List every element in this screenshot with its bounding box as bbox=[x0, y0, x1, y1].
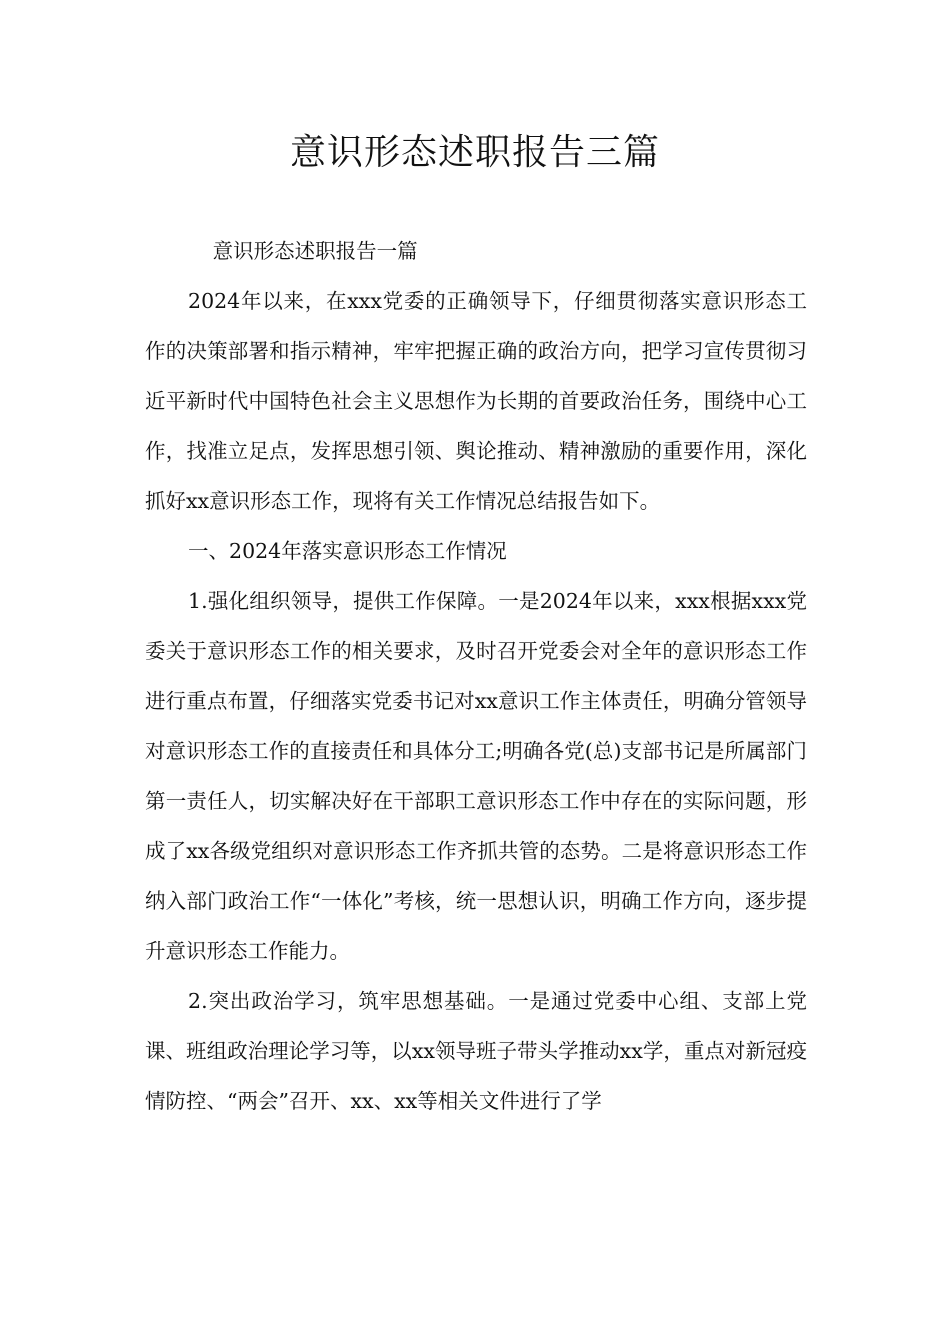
intro-paragraph: 2024年以来，在xxx党委的正确领导下，仔细贯彻落实意识形态工作的决策部署和指示精神，牢牢把握正确的政治方向，把学习宣传贯彻习近平新时代中国特色社会主义思想作为长期的首要政治任务，围绕中心工作，找准立足点，发挥思想引领、舆论推动、精神激励的重要作用，深化抓好xx意识形态工作，现将有关工作情况总结报告如下。 bbox=[145, 289, 807, 513]
document-body bbox=[145, 226, 807, 1126]
item-2-paragraph: 2.突出政治学习，筑牢思想基础。一是通过党委中心组、支部上党课、班组政治理论学习等，以xx领导班子带头学推动xx学，重点对新冠疫情防控、“两会”召开、xx、xx等相关文件进行了学 bbox=[145, 989, 807, 1113]
document-title: 意识形态述职报告三篇 bbox=[289, 132, 660, 173]
item-1-paragraph: 1.强化组织领导，提供工作保障。一是2024年以来，xxx根据xxx党委关于意识形态工作的相关要求，及时召开党委会对全年的意识形态工作进行重点布置，仔细落实党委书记对xx意识工作主体责任，明确分管领导对意识形态工作的直接责任和具体分工;明确各党(总)支部书记是所属部门第一责任人，切实解决好在干部职工意识形态工作中存在的实际问题，形成了xx各级党组织对意识形态工作齐抓共管的态势。二是将意识形态工作纳入部门政治工作“一体化”考核，统一思想认识，明确工作方向，逐步提升意识形态工作能力。 bbox=[145, 589, 807, 963]
section-heading: 一、2024年落实意识形态工作情况 bbox=[188, 539, 507, 563]
report-subtitle: 意识形态述职报告一篇 bbox=[212, 239, 418, 263]
